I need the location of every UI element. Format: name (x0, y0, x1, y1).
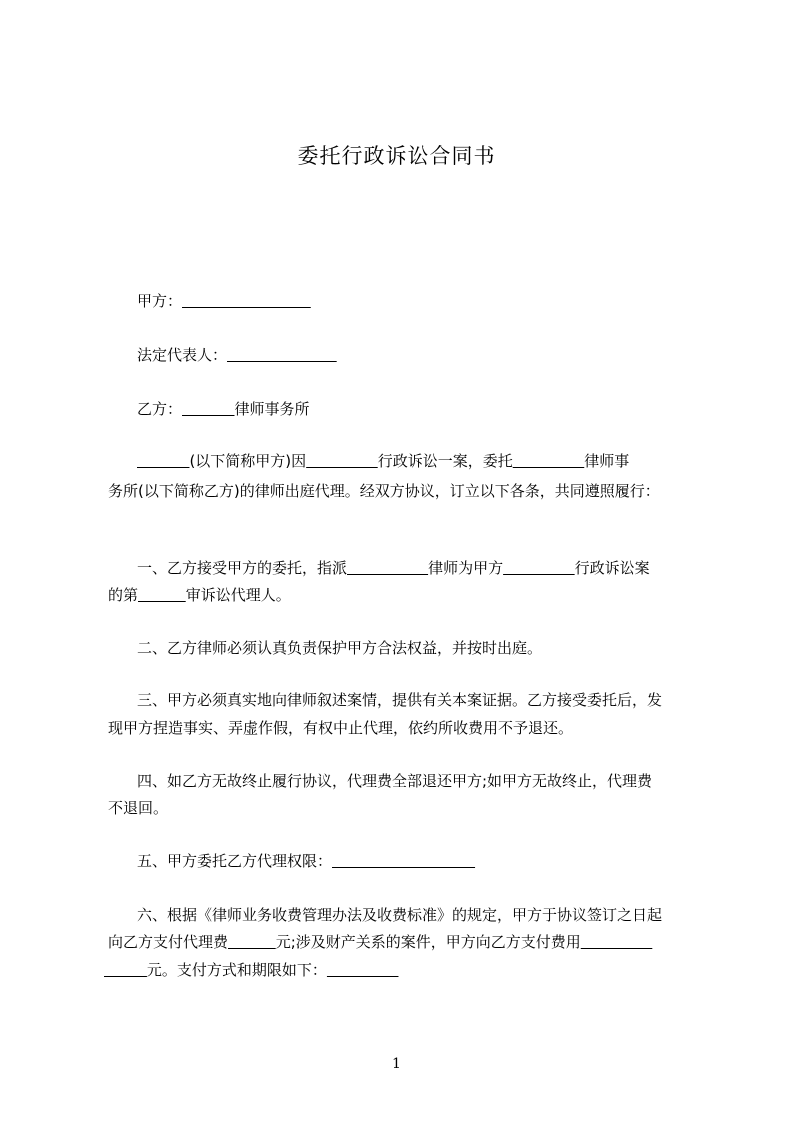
intro-text-2: 行政诉讼一案，委托 (377, 452, 513, 470)
clause-1-line-1 (137, 558, 650, 578)
clause-1-text-3: 行政诉讼案 (574, 559, 650, 577)
clause-3-line-1: 三、甲方必须真实地向律师叙述案情，提供有关本案证据。乙方接受委托后，发 (137, 691, 663, 709)
clause-5 (137, 851, 475, 871)
legal-rep-label: 法定代表人： (137, 346, 228, 364)
intro-text-3: 律师事 (584, 452, 630, 470)
clause-3-line-2: 现甲方捏造事实、弄虚作假，有权中止代理，依约所收费用不予退还。 (108, 719, 574, 737)
party-a-label: 甲方： (137, 292, 183, 310)
legal-rep-line (137, 345, 337, 365)
clause-2: 二、乙方律师必须认真负责保护甲方合法权益，并按时出庭。 (137, 639, 543, 657)
clause-5-label: 五、甲方委托乙方代理权限： (137, 852, 333, 870)
clause-6-text-2: 元;涉及财产关系的案件，甲方向乙方支付费用 (275, 933, 581, 951)
clause-5-blank (332, 852, 475, 870)
clause-6-blank-3 (104, 961, 147, 979)
party-a-blank (182, 292, 311, 310)
clause-6-blank-4 (327, 961, 399, 979)
document-title: 委托行政诉讼合同书 (297, 144, 496, 168)
clause-6-text-3: 元。支付方式和期限如下： (146, 961, 327, 979)
intro-blank-2 (306, 452, 378, 470)
clause-6-blank-2 (581, 933, 653, 951)
party-b-label: 乙方： (137, 400, 183, 418)
page-number: 1 (392, 1056, 401, 1072)
clause-6-text-1: 向乙方支付代理费 (108, 933, 229, 951)
clause-1-text-4: 的第 (108, 586, 139, 604)
clause-1-blank-2 (503, 559, 575, 577)
intro-blank-3 (513, 452, 585, 470)
party-a-line (137, 291, 311, 311)
party-b-suffix: 律师事务所 (234, 400, 310, 418)
intro-line-1 (137, 451, 629, 471)
clause-1-text-2: 律师为甲方 (428, 559, 504, 577)
clause-6-line-3 (104, 960, 398, 980)
clause-1-text-5: 审诉讼代理人。 (185, 586, 291, 604)
clause-1-line-2 (108, 585, 291, 605)
clause-1-text-1: 一、乙方接受甲方的委托，指派 (137, 559, 348, 577)
party-b-line (137, 399, 309, 419)
clause-1-blank-1 (347, 559, 428, 577)
clause-4-line-2: 不退回。 (108, 799, 169, 817)
clause-4-line-1: 四、如乙方无故终止履行协议，代理费全部退还甲方;如甲方无故终止，代理费 (137, 772, 653, 790)
legal-rep-blank (227, 346, 337, 364)
party-b-blank (182, 400, 234, 418)
intro-line-2: 务所(以下简称乙方)的律师出庭代理。经双方协议，订立以下各条，共同遵照履行： (108, 482, 660, 500)
clause-6-blank-1 (228, 933, 276, 951)
clause-6-line-1: 六、根据《律师业务收费管理办法及收费标准》的规定，甲方于协议签订之日起 (137, 906, 663, 924)
intro-blank-1 (137, 452, 189, 470)
clause-1-blank-3 (138, 586, 186, 604)
intro-text-1: (以下简称甲方)因 (189, 452, 307, 470)
clause-6-line-2 (108, 932, 652, 952)
